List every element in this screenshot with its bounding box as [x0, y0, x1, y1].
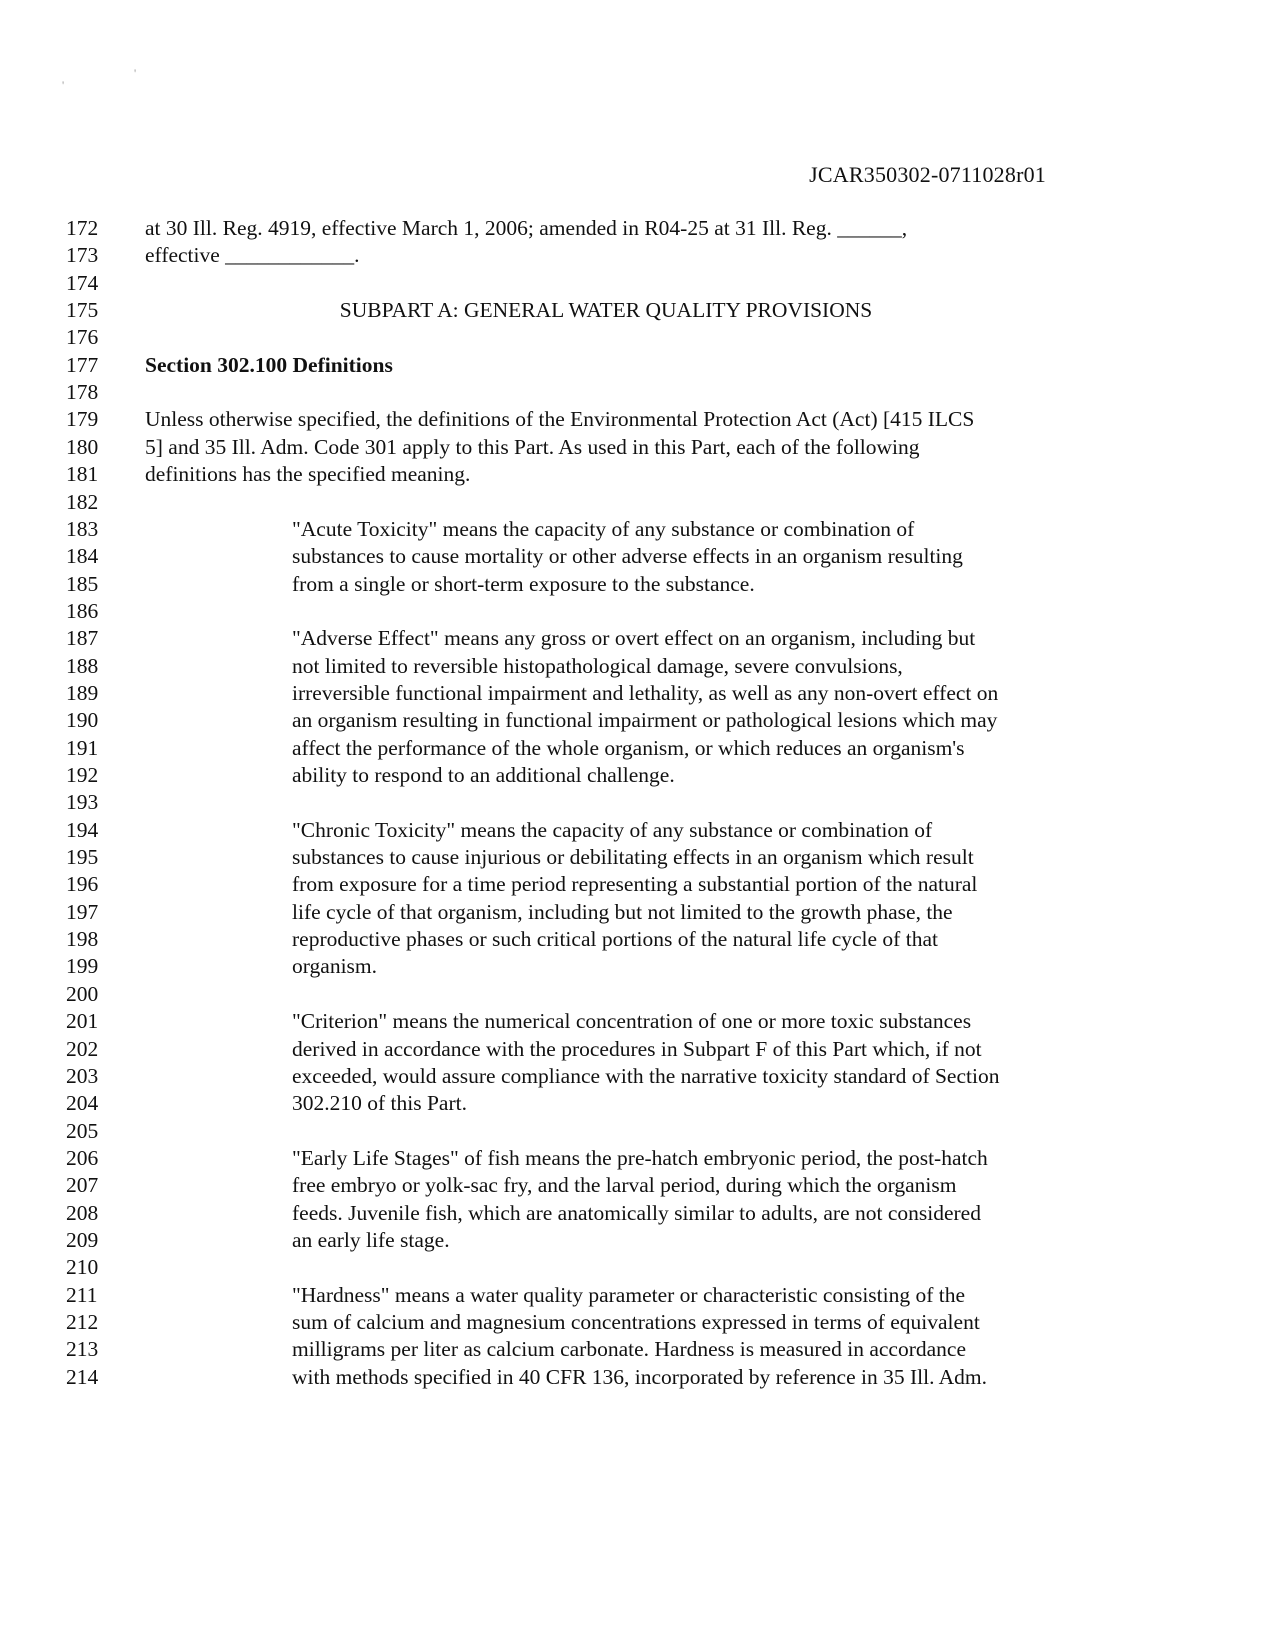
section-heading: Section 302.100 Definitions	[145, 352, 393, 377]
document-line	[0, 734, 1276, 762]
line-number: 202	[66, 1036, 99, 1061]
definition-text: substances to cause injurious or debilitating effects in an organism which result	[292, 845, 974, 870]
document-line	[0, 898, 1276, 926]
document-line	[0, 351, 1276, 379]
document-line	[0, 679, 1276, 707]
line-number: 210	[66, 1255, 99, 1280]
definition-text: milligrams per liter as calcium carbonate. Hardness is measured in accordance	[292, 1337, 966, 1362]
definition-text: ability to respond to an additional challenge.	[292, 763, 675, 787]
line-number: 176	[66, 325, 99, 350]
line-number: 184	[66, 544, 99, 569]
body-text: definitions has the specified meaning.	[145, 462, 471, 487]
document-line	[0, 788, 1276, 816]
document-line	[0, 323, 1276, 351]
document-line	[0, 542, 1276, 570]
line-number: 181	[66, 462, 99, 487]
line-number: 195	[66, 845, 99, 870]
document-line	[0, 843, 1276, 871]
line-number: 204	[66, 1091, 99, 1116]
line-number: 197	[66, 899, 99, 924]
line-number: 190	[66, 708, 99, 733]
document-line	[0, 296, 1276, 324]
definition-text: "Hardness" means a water quality parameter or characteristic consisting of the	[292, 1282, 966, 1307]
definition-text: an early life stage.	[292, 1227, 450, 1252]
document-line	[0, 952, 1276, 980]
line-number: 189	[66, 680, 99, 705]
document-line	[0, 597, 1276, 625]
document-line	[0, 1199, 1276, 1227]
definition-text: life cycle of that organism, including but not limited to the growth phase, the	[292, 899, 953, 924]
line-number: 203	[66, 1063, 99, 1088]
line-number: 193	[66, 790, 99, 815]
document-line	[0, 980, 1276, 1008]
line-number: 174	[66, 270, 99, 295]
document-line	[0, 1253, 1276, 1281]
line-number: 173	[66, 243, 99, 268]
document-line	[0, 269, 1276, 297]
line-number: 194	[66, 817, 99, 842]
definition-text: sum of calcium and magnesium concentrations expressed in terms of equivalent	[292, 1310, 980, 1334]
line-number: 209	[66, 1227, 99, 1252]
subpart-heading: SUBPART A: GENERAL WATER QUALITY PROVISIONS	[339, 298, 873, 323]
line-number: 200	[66, 981, 99, 1006]
definition-text: "Adverse Effect" means any gross or overt effect on an organism, including but	[292, 626, 976, 651]
definition-text: reproductive phases or such critical portions of the natural life cycle of that	[292, 927, 938, 952]
definition-text: with methods specified in 40 CFR 136, incorporated by reference in 35 Ill. Adm.	[292, 1364, 988, 1389]
line-number: 187	[66, 626, 99, 651]
document-line	[0, 214, 1276, 242]
body-text: effective ____________.	[145, 243, 360, 268]
document-line	[0, 1363, 1276, 1391]
document-line	[0, 706, 1276, 734]
scan-speck: '	[62, 78, 65, 92]
definition-text: "Chronic Toxicity" means the capacity of any substance or combination of	[292, 817, 933, 842]
line-number: 192	[66, 763, 99, 787]
line-number: 208	[66, 1200, 99, 1225]
line-number: 211	[66, 1282, 98, 1307]
document-line	[0, 515, 1276, 543]
line-number: 172	[66, 216, 99, 240]
document-line	[0, 1144, 1276, 1172]
line-number: 207	[66, 1173, 99, 1198]
document-line	[0, 652, 1276, 680]
definition-text: irreversible functional impairment and lethality, as well as any non-overt effect on	[292, 680, 999, 705]
body-text: 5] and 35 Ill. Adm. Code 301 apply to this Part. As used in this Part, each of the following	[145, 434, 920, 459]
document-line	[0, 816, 1276, 844]
line-number: 201	[66, 1009, 99, 1034]
line-number: 196	[66, 872, 99, 897]
definition-text: feeds. Juvenile fish, which are anatomically similar to adults, are not considered	[292, 1200, 981, 1225]
definition-text: "Criterion" means the numerical concentration of one or more toxic substances	[292, 1009, 972, 1034]
line-number: 188	[66, 653, 99, 678]
definition-text: "Acute Toxicity" means the capacity of any substance or combination of	[292, 516, 915, 541]
line-number: 182	[66, 489, 99, 514]
line-number: 191	[66, 735, 99, 760]
definition-text: not limited to reversible histopathological damage, severe convulsions,	[292, 653, 903, 678]
document-line	[0, 433, 1276, 461]
line-number: 212	[66, 1310, 99, 1334]
document-line	[0, 1308, 1276, 1336]
line-number: 213	[66, 1337, 99, 1362]
definition-text: derived in accordance with the procedures in Subpart F of this Part which, if not	[292, 1036, 982, 1061]
line-number: 179	[66, 407, 99, 432]
definition-text: affect the performance of the whole organism, or which reduces an organism's	[292, 735, 965, 760]
line-number: 178	[66, 380, 99, 405]
body-text: at 30 Ill. Reg. 4919, effective March 1, 2006; amended in R04-25 at 31 Ill. Reg. ______,	[145, 216, 908, 240]
definition-text: an organism resulting in functional impairment or pathological lesions which may	[292, 708, 998, 733]
definition-text: "Early Life Stages" of fish means the pre-hatch embryonic period, the post-hatch	[292, 1145, 988, 1170]
document-id: JCAR350302-0711028r01	[809, 162, 1046, 187]
document-line	[0, 405, 1276, 433]
document-line	[0, 1281, 1276, 1309]
definition-text: 302.210 of this Part.	[292, 1091, 467, 1116]
line-number: 183	[66, 516, 99, 541]
scan-speck: '	[134, 66, 137, 80]
document-line	[0, 488, 1276, 516]
definition-text: exceeded, would assure compliance with the narrative toxicity standard of Section	[292, 1063, 1000, 1088]
definition-text: substances to cause mortality or other adverse effects in an organism resulting	[292, 544, 963, 569]
definition-text: organism.	[292, 954, 378, 979]
document-line	[0, 460, 1276, 488]
document-line	[0, 761, 1276, 789]
document-line	[0, 241, 1276, 269]
line-number: 206	[66, 1145, 99, 1170]
document-line	[0, 870, 1276, 898]
definition-text: from a single or short-term exposure to the substance.	[292, 571, 755, 596]
document-line	[0, 1035, 1276, 1063]
line-number: 177	[66, 352, 99, 377]
line-number: 214	[66, 1364, 99, 1389]
line-number: 180	[66, 434, 99, 459]
document-line	[0, 378, 1276, 406]
document-line	[0, 1062, 1276, 1090]
line-number: 205	[66, 1118, 99, 1143]
document-line	[0, 925, 1276, 953]
line-number: 185	[66, 571, 99, 596]
definition-text: from exposure for a time period representing a substantial portion of the natural	[292, 872, 978, 897]
document-line	[0, 1226, 1276, 1254]
document-line	[0, 1117, 1276, 1145]
definition-text: free embryo or yolk-sac fry, and the larval period, during which the organism	[292, 1173, 957, 1198]
document-line	[0, 1335, 1276, 1363]
document-line	[0, 1171, 1276, 1199]
line-number: 175	[66, 298, 99, 323]
document-line	[0, 624, 1276, 652]
line-number: 199	[66, 954, 99, 979]
body-text: Unless otherwise specified, the definitions of the Environmental Protection Act (Act) [415 ILCS	[145, 407, 975, 432]
document-line	[0, 1007, 1276, 1035]
document-line	[0, 1089, 1276, 1117]
document-line	[0, 570, 1276, 598]
line-number: 186	[66, 598, 99, 623]
line-number: 198	[66, 927, 99, 952]
